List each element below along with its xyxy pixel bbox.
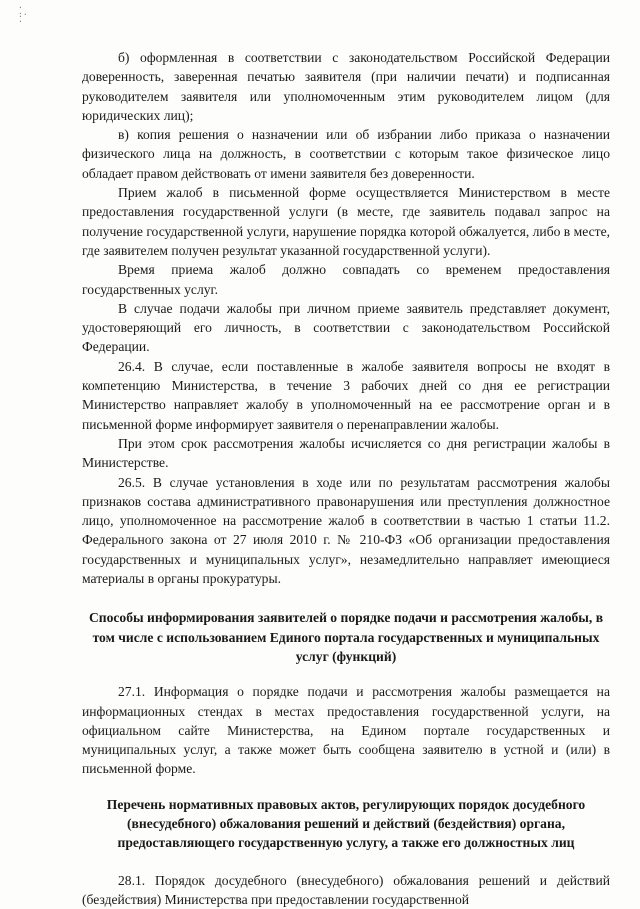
paragraph-26-4: 26.4. В случае, если поставленные в жалобе заявителя вопросы не входят в компетенцию Министерства, в течение 3 рабочих дней со дня ее регистрации Министерство направляет жалобу в уполномоченный на ее рассмотрение орган и в письменной форме информирует заявителя о перенаправлении жалобы. xyxy=(82,358,610,432)
paragraph-26-5: 26.5. В случае установления в ходе или по результатам рассмотрения жалобы признаков состава административного правонарушения или преступления должностное лицо, уполномоченное на рассмотрение жалоб в соответствии в частью 1 статьи 11.2. Федерального закона от 27 июля 2010 г. № 210-ФЗ «Об организации предоставления государственных и муниципальных услуг», незамедлительно направляет имеющиеся материалы в органы прокуратуры. xyxy=(82,474,610,587)
paragraph-personal-reception: В случае подачи жалобы при личном приеме заявитель представляет документ, удостоверяющий его личность, в соответствии с законодательством Российской Федерации. xyxy=(82,300,610,355)
paragraph-review-term: При этом срок рассмотрения жалобы исчисляется со дня регистрации жалобы в Министерстве. xyxy=(82,435,610,471)
paragraph-written-complaints: Прием жалоб в письменной форме осуществляется Министерством в месте предоставления государственной услуги (в месте, где заявитель подавал запрос на получение государственной услуги, нарушение порядка которой обжалуется, либо в месте, где заявителем получен результат указанной государственной услуги). xyxy=(82,185,611,258)
section-heading-informing: Способы информирования заявителей о порядке подачи и рассмотрения жалобы, в том числе с использованием Единого портала государственных и муниципальных услуг (функций) xyxy=(88,610,604,664)
paragraph-v-appointment-copy: в) копия решения о назначении или об избрании либо приказа о назначении физического лица на должность, в соответствии с которым такое физическое лицо обладает правом действовать от имени заявителя без доверенности. xyxy=(82,127,610,181)
section-heading-legal-acts: Перечень нормативных правовых актов, регулирующих порядок досудебного (внесудебного) обжалования решений и действий (бездействия) органа, предоставляющего государственную услугу, а также его должностных лиц xyxy=(106,796,586,851)
scan-artifact-marks: · :· · xyxy=(18,3,28,26)
paragraph-b-power-of-attorney: б) оформленная в соответствии с законодательством Российской Федерации доверенность, заверенная печатью заявителя (при наличии печати) и подписанная руководителем заявителя или уполномоченным этим руководителем лицом (для юридических лиц); xyxy=(82,50,610,123)
paragraph-28-1: 28.1. Порядок досудебного (внесудебного) обжалования решений и действий (бездействия) Министерства при предоставлении государственной xyxy=(82,872,610,907)
document-page xyxy=(82,48,610,909)
paragraph-27-1: 27.1. Информация о порядке подачи и рассмотрения жалобы размещается на информационных стендах в местах предоставления государственной услуги, на официальном сайте Министерства, на Едином портале государственных и муниципальных услуг, а также может быть сообщена заявителю в устной и (или) в письменной форме. xyxy=(82,684,610,777)
paragraph-reception-time: Время приема жалоб должно совпадать со временем предоставления государственных услуг. xyxy=(82,262,610,297)
